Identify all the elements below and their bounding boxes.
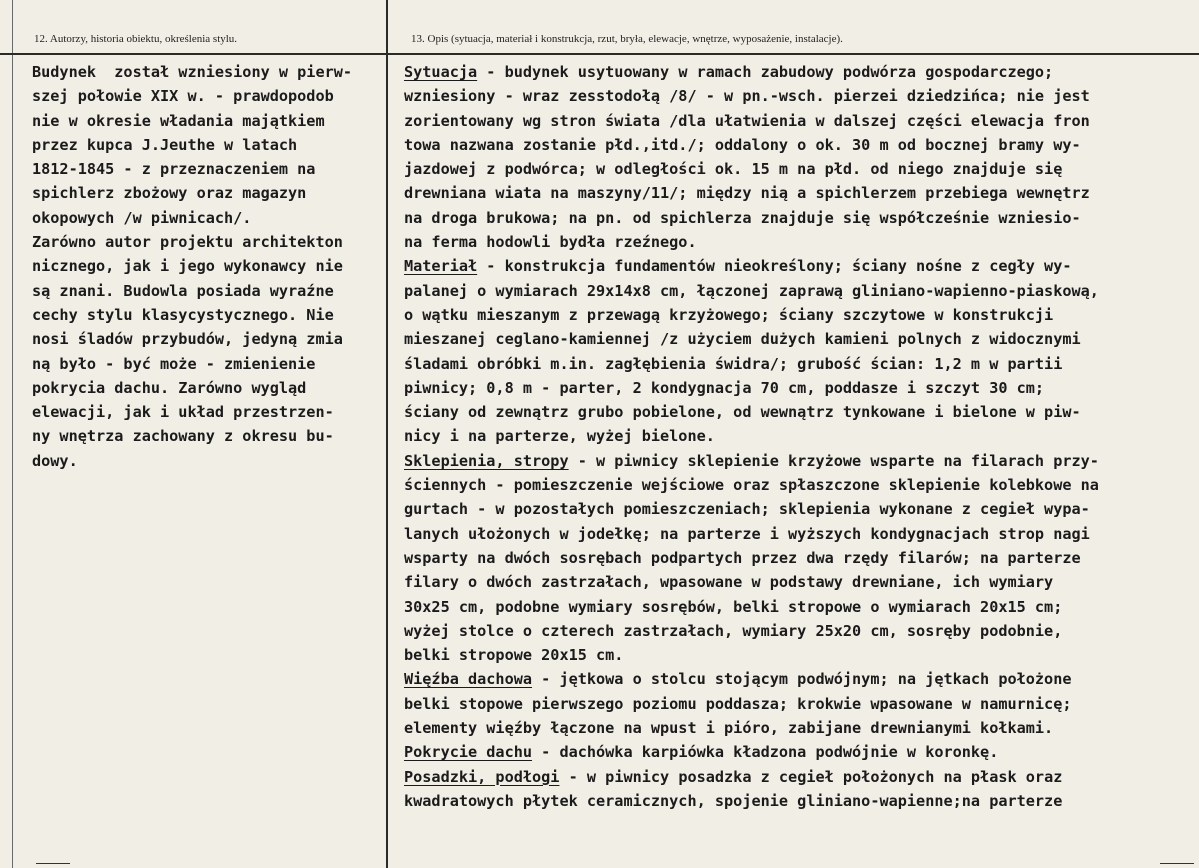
section-12-header: 12. Autorzy, historia obiektu, określenia stylu. [34,33,238,45]
description-text-line [404,570,1196,594]
history-text-line: Budynek został wzniesiony w pierw- [32,63,353,81]
description-text-line [404,740,1196,764]
description-text-line [404,619,1196,643]
description-text-line [404,181,1196,205]
description-text-line [404,109,1196,133]
description-text-line [404,765,1196,789]
history-text-line: spichlerz zbożowy oraz magazyn [32,184,307,203]
line-text: wzniesiony - wraz zesstodołą /8/ - w pn.-wsch. pierzei dziedzińca; nie jest [404,87,1090,106]
description-text-line [404,449,1196,473]
line-text: - jętkowa o stolcu stojącym podwójnym; na jętkach położone [532,670,1072,689]
history-text-line: ny wnętrza zachowany z okresu bu- [32,427,334,446]
line-text: śladami obróbki m.in. zagłębienia świdra/; grubość ścian: 1,2 m w partii [404,354,1063,373]
line-text: wsparty na dwóch sosrębach podpartych przez dwa rzędy filarów; na parterze [404,548,1081,567]
section-term: Posadzki, podłogi [404,767,560,786]
line-text: filary o dwóch zastrzałach, wpasowane w podstawy drewniane, ich wymiary [404,573,1054,592]
description-text-line [404,133,1196,157]
history-text-line: nosi śladów przybudów, jedyną zmia [32,330,343,349]
description-text-line [404,376,1196,400]
description-text-line [404,279,1196,303]
section-term: Materiał [404,257,478,276]
history-text-line: okopowych /w piwnicach/. [32,208,252,227]
history-text-line: nicznego, jak i jego wykonawcy nie [32,257,343,276]
line-text: - budynek usytuowany w ramach zabudowy podwórza gospodarczego; [477,63,1054,81]
line-text: na droga brukowa; na pn. od spichlerza znajduje się współcześnie wzniesio- [404,208,1081,227]
line-text: elementy więźby łączone na wpust i pióro, zabijane drewnianymi kołkami. [404,719,1054,738]
line-text: kwadratowych płytek ceramicznych, spojenie gliniano-wapienne;na parterze [404,791,1063,810]
header-rule [0,53,1199,55]
line-text: - dachówka karpiówka kładzona podwójnie w koronkę. [532,743,999,762]
description-text-line [404,522,1196,546]
section-term: Sytuacja [404,63,478,81]
description-text-line [404,303,1196,327]
line-text: belki stopowe pierwszego poziomu poddasza; krokwie wpasowane w namurnicę; [404,694,1072,713]
description-text-line [404,60,1196,84]
history-text-line: cechy stylu klasycystycznego. Nie [32,305,334,324]
description-text-line [404,473,1196,497]
description-text-line [404,352,1196,376]
description-text-line [404,400,1196,424]
history-text-line: dowy. [32,451,78,470]
line-text: zorientowany wg stron świata /dla ułatwienia w dalszej części elewacja fron [404,111,1090,130]
description-text-line [404,716,1196,740]
line-text: ściennych - pomieszczenie wejściowe oraz spłaszczone sklepienie kolebkowe na [404,476,1099,495]
history-text-line: Zarówno autor projektu architekton [32,233,343,252]
history-text-line: przez kupca J.Jeuthe w latach [32,135,298,154]
description-text-line [404,157,1196,181]
description-text-line [404,667,1196,691]
footer-mark-right [1160,863,1194,864]
history-text-line: elewacji, jak i układ przestrzen- [32,403,334,422]
line-text: 30x25 cm, podobne wymiary sosrębów, belki stropowe o wymiarach 20x15 cm; [404,597,1063,616]
left-margin-rule [12,0,13,868]
line-text: - w piwnicy posadzka z cegieł położonych na płask oraz [559,767,1063,786]
line-text: wyżej stolce o czterech zastrzałach, wymiary 25x20 cm, sosręby podobnie, [404,621,1063,640]
history-text-line: 1812-1845 - z przeznaczeniem na [32,160,316,179]
description-text-line [404,327,1196,351]
description-text-line [404,254,1196,278]
line-text: palanej o wymiarach 29x14x8 cm, łączonej zaprawą gliniano-wapienno-piaskową, [404,281,1099,300]
description-text-line [404,230,1196,254]
history-text-column [32,60,384,473]
history-text-line: nie w okresie władania majątkiem [32,111,325,130]
description-text-line [404,497,1196,521]
line-text: na ferma hodowli bydła rzeźnego. [404,233,697,252]
line-text: ściany od zewnątrz grubo pobielone, od wewnątrz tynkowane i bielone w piw- [404,403,1081,422]
column-divider [386,0,388,868]
description-text-line [404,692,1196,716]
footer-mark-left [36,863,70,864]
history-text-line: szej połowie XIX w. - prawdopodob [32,87,334,106]
description-text-line [404,206,1196,230]
line-text: o wątku mieszanym z przewagą krzyżowego; ściany szczytowe w konstrukcji [404,305,1054,324]
description-text-line [404,643,1196,667]
description-text-column [404,60,1196,813]
history-text-line: ną było - być może - zmienienie [32,354,316,373]
description-text-line [404,595,1196,619]
section-term: Pokrycie dachu [404,743,533,762]
description-text-line [404,84,1196,108]
line-text: mieszanej ceglano-kamiennej /z użyciem dużych kamieni polnych z widocznymi [404,330,1081,349]
line-text: - w piwnicy sklepienie krzyżowe wsparte na filarach przy- [568,451,1099,470]
history-text-line: pokrycia dachu. Zarówno wygląd [32,378,307,397]
history-text-line: są znani. Budowla posiada wyraźne [32,281,334,300]
line-text: lanych ułożonych w jodełkę; na parterze i wyższych kondygnacjach strop nagi [404,524,1090,543]
line-text: towa nazwana zostanie płd.,itd./; oddalony o ok. 30 m od bocznej bramy wy- [404,135,1081,154]
line-text: jazdowej z podwórca; w odległości ok. 15 m na płd. od niego znajduje się [404,160,1063,179]
description-text-line [404,424,1196,448]
section-13-header: 13. Opis (sytuacja, materiał i konstrukcja, rzut, bryła, elewacje, wnętrze, wyposażenie, instalacje). [411,33,843,45]
line-text: drewniana wiata na maszyny/11/; między nią a spichlerzem przebiega wewnętrz [404,184,1090,203]
line-text: nicy i na parterze, wyżej bielone. [404,427,715,446]
section-term: Sklepienia, stropy [404,451,569,470]
description-text-line [404,789,1196,813]
line-text: piwnicy; 0,8 m - parter, 2 kondygnacja 70 cm, poddasze i szczyt 30 cm; [404,378,1045,397]
description-text-line [404,546,1196,570]
line-text: belki stropowe 20x15 cm. [404,646,624,665]
section-term: Więźba dachowa [404,670,533,689]
line-text: - konstrukcja fundamentów nieokreślony; ściany nośne z cegły wy- [477,257,1072,276]
line-text: gurtach - w pozostałych pomieszczeniach; sklepienia wykonane z cegieł wypa- [404,500,1090,519]
